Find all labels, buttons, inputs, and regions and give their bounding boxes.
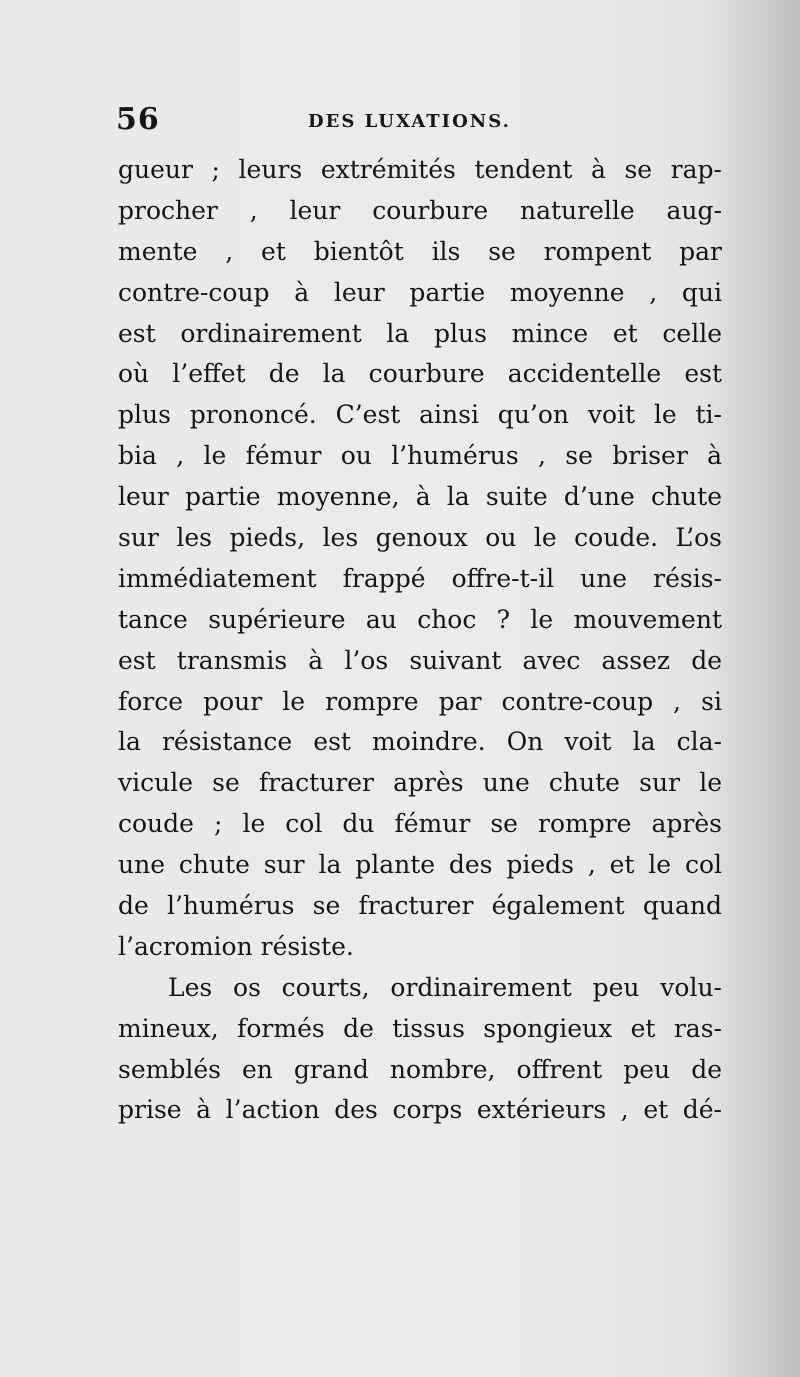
paragraph-last-line: l’acromion résiste. [118,931,354,961]
page-number: 56 [116,102,160,137]
text-line: gueur ; leurs extrémités tendent à se rap- [118,155,722,184]
text-line: tance supérieure au choc ? le mouvement [118,604,722,634]
text-line: est ordinairement la plus mince et celle [118,318,722,348]
text-line: semblés en grand nombre, offrent peu de [118,1054,722,1084]
text-line: bia , le fémur ou l’humérus , se briser à [118,441,722,471]
text-line: plus prononcé. C’est ainsi qu’on voit le ti- [118,400,722,430]
body-text [118,150,722,1131]
text-line: de l’humérus se fracturer également quand [118,891,722,921]
text-line: immédiatement frappé offre-t-il une résis- [118,563,722,593]
text-line: est transmis à l’os suivant avec assez de [118,645,722,675]
paragraph-first-line: Les os courts, ordinairement peu volu- [168,972,722,1002]
text-line: mente , et bientôt ils se rompent par [118,236,722,266]
text-line: vicule se fracturer après une chute sur le [118,768,722,798]
text-line: leur partie moyenne, à la suite d’une chute [118,482,722,512]
text-line: sur les pieds, les genoux ou le coude. L’os [118,523,722,553]
text-line: une chute sur la plante des pieds , et le col [118,850,722,880]
text-line: mineux, formés de tissus spongieux et ras- [118,1013,722,1043]
page-header [116,100,526,140]
text-line: prise à l’action des corps extérieurs , et dé- [118,1095,722,1125]
text-line: où l’effet de la courbure accidentelle est [118,359,722,389]
text-line: contre-coup à leur partie moyenne , qui [118,277,722,307]
text-line: force pour le rompre par contre-coup , si [118,686,722,716]
text-line: procher , leur courbure naturelle aug- [118,195,722,225]
text-line: la résistance est moindre. On voit la cla- [118,727,722,757]
running-title: DES LUXATIONS. [308,111,511,132]
text-line: coude ; le col du fémur se rompre après [118,809,722,839]
